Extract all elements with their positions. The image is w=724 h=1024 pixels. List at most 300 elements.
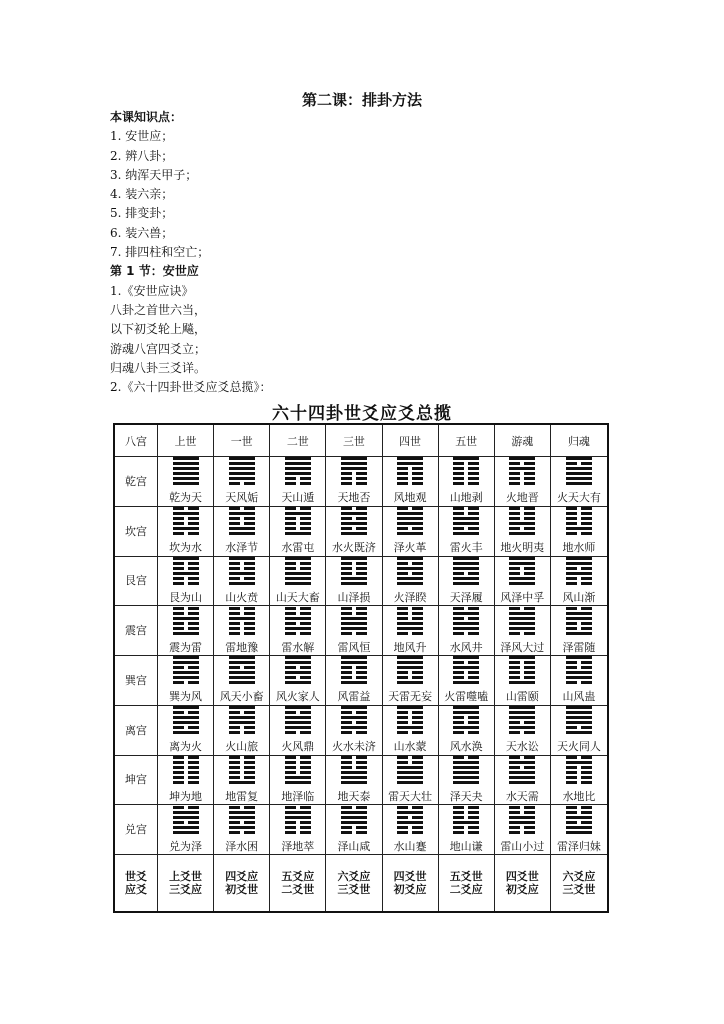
knowledge-item: 2. 辨八卦；: [110, 148, 174, 163]
line-segment: [566, 627, 577, 630]
line-segment: [341, 477, 352, 480]
line-segment: [468, 661, 479, 664]
line-segment: [341, 607, 352, 610]
hexagram-cell: [383, 656, 439, 706]
yin-line: [173, 622, 199, 625]
line-segment: [188, 562, 199, 565]
knowledge-item: 5. 排变卦；: [110, 206, 174, 221]
line-segment: [468, 467, 479, 470]
line-segment: [285, 666, 296, 669]
hexagram-icon: [453, 607, 479, 635]
yang-line: [173, 457, 199, 460]
hexagram-name: 水山蹇: [393, 839, 427, 853]
yin-line: [453, 477, 479, 480]
yang-line: [566, 671, 592, 674]
yin-line: [453, 467, 479, 470]
yang-line: [341, 467, 367, 470]
line-segment: [566, 831, 592, 834]
line-segment: [285, 632, 296, 635]
yin-line: [453, 527, 479, 530]
header-label: 二世: [286, 434, 309, 448]
yang-line: [397, 726, 423, 729]
yin-line: [509, 517, 535, 520]
yin-line: [285, 711, 311, 714]
yin-line: [173, 532, 199, 535]
line-segment: [566, 761, 592, 764]
line-segment: [229, 716, 255, 719]
yin-line: [397, 572, 423, 575]
line-segment: [397, 582, 423, 585]
line-segment: [173, 721, 199, 724]
line-segment: [173, 522, 184, 525]
line-segment: [524, 661, 535, 664]
line-segment: [509, 617, 535, 620]
line-segment: [524, 572, 535, 575]
line-segment: [453, 726, 479, 729]
yin-line: [229, 482, 255, 485]
hexagram-cell: [551, 606, 607, 656]
hexagram-cell: [495, 656, 551, 706]
hexagram-name: 火风鼎: [281, 740, 315, 754]
line-segment: [173, 816, 199, 819]
line-segment: [229, 627, 240, 630]
line-segment: [285, 517, 296, 520]
line-segment: [285, 567, 296, 570]
yin-line: [509, 482, 535, 485]
hexagram-cell: [495, 606, 551, 656]
line-segment: [468, 477, 479, 480]
yin-line: [397, 826, 423, 829]
yin-line: [341, 721, 367, 724]
yang-line: [285, 577, 311, 580]
yin-line: [453, 826, 479, 829]
line-segment: [566, 811, 577, 814]
yin-line: [397, 711, 423, 714]
yang-line: [453, 612, 479, 615]
yin-line: [173, 776, 199, 779]
text-block: [110, 108, 271, 397]
yin-line: [566, 627, 592, 630]
hexagram-cell: [551, 457, 607, 507]
yin-line: [173, 577, 199, 580]
yin-line: [453, 482, 479, 485]
line-segment: [397, 676, 408, 679]
yang-line: [173, 482, 199, 485]
line-segment: [173, 661, 199, 664]
line-segment: [188, 517, 199, 520]
hexagram-icon: [229, 457, 255, 485]
line-segment: [356, 721, 367, 724]
hexagram-cell: [439, 805, 495, 855]
hexagram-cell: [158, 606, 214, 656]
hexagram-name: 火山旅: [225, 740, 259, 754]
line-segment: [285, 731, 296, 734]
line-segment: [397, 766, 423, 769]
line-segment: [173, 731, 199, 734]
yin-line: [566, 462, 592, 465]
hexagram-icon: [509, 706, 535, 734]
hexagram-icon: [509, 507, 535, 535]
line-segment: [509, 612, 535, 615]
yang-line: [173, 671, 199, 674]
line-segment: [285, 711, 296, 714]
palace-cell: [115, 756, 158, 806]
hexagram-icon: [341, 756, 367, 784]
hexagram-icon: [453, 706, 479, 734]
line-segment: [285, 656, 311, 659]
line-segment: [341, 627, 367, 630]
hexagram-icon: [341, 706, 367, 734]
hexagram-cell: [383, 706, 439, 756]
line-segment: [566, 572, 592, 575]
hexagram-icon: [285, 507, 311, 535]
line-segment: [397, 472, 408, 475]
yin-line: [229, 726, 255, 729]
palace-cell: [115, 507, 158, 557]
hexagram-cell: [439, 507, 495, 557]
line-segment: [453, 532, 479, 535]
yang-line: [397, 512, 423, 515]
yin-line: [453, 472, 479, 475]
yang-line: [173, 572, 199, 575]
hexagram-cell: [158, 557, 214, 607]
line-segment: [468, 462, 479, 465]
hexagram-cell: [214, 507, 270, 557]
yang-line: [285, 681, 311, 684]
palace-cell: [115, 706, 158, 756]
line-segment: [453, 776, 479, 779]
yang-line: [285, 816, 311, 819]
line-segment: [397, 826, 408, 829]
yin-line: [509, 756, 535, 759]
line-segment: [509, 532, 535, 535]
line-segment: [173, 532, 184, 535]
hexagram-name: 山风蛊: [562, 690, 596, 704]
line-segment: [341, 676, 352, 679]
hexagram-cell: [383, 557, 439, 607]
line-segment: [453, 612, 479, 615]
line-segment: [341, 681, 367, 684]
line-segment: [397, 457, 423, 460]
hexagram-name: 水雷屯: [281, 541, 315, 555]
yang-line: [173, 716, 199, 719]
line-segment: [173, 607, 184, 610]
hexagram-cell: [158, 507, 214, 557]
line-segment: [173, 572, 199, 575]
yang-line: [229, 512, 255, 515]
line-segment: [341, 666, 352, 669]
yin-line: [397, 477, 423, 480]
line-segment: [581, 806, 592, 809]
yang-line: [397, 781, 423, 784]
yin-line: [229, 627, 255, 630]
hexagram-cell: [439, 557, 495, 607]
knowledge-heading: 本课知识点：: [110, 110, 183, 124]
line-segment: [509, 671, 520, 674]
line-segment: [188, 627, 199, 630]
yin-line: [285, 527, 311, 530]
yang-line: [173, 676, 199, 679]
line-segment: [356, 632, 367, 635]
yang-line: [285, 721, 311, 724]
yin-line: [397, 671, 423, 674]
yang-line: [566, 711, 592, 714]
hexagram-name: 水风井: [449, 640, 483, 654]
line-segment: [356, 711, 367, 714]
yang-line: [453, 517, 479, 520]
yin-line: [173, 711, 199, 714]
line-segment: [412, 826, 423, 829]
line-segment: [356, 676, 367, 679]
line-segment: [468, 756, 479, 759]
line-segment: [509, 661, 520, 664]
hexagram-cell: [551, 656, 607, 706]
line-segment: [244, 666, 255, 669]
yang-line: [453, 457, 479, 460]
line-segment: [509, 572, 520, 575]
yin-line: [509, 811, 535, 814]
line-segment: [581, 666, 592, 669]
line-segment: [453, 706, 479, 709]
yang-line: [285, 716, 311, 719]
line-segment: [173, 632, 199, 635]
line-segment: [285, 532, 311, 535]
line-segment: [453, 627, 479, 630]
line-segment: [509, 756, 520, 759]
line-segment: [356, 666, 367, 669]
line-segment: [356, 507, 367, 510]
line-segment: [300, 826, 311, 829]
line-segment: [285, 661, 311, 664]
yang-line: [453, 821, 479, 824]
hexagram-name: 风火家人: [275, 690, 320, 704]
hexagram-cell: [326, 606, 382, 656]
line-segment: [453, 656, 479, 659]
line-segment: [244, 806, 255, 809]
line-segment: [412, 467, 423, 470]
yang-line: [397, 532, 423, 535]
line-segment: [285, 776, 311, 779]
line-segment: [341, 522, 367, 525]
hexagram-icon: [341, 557, 367, 585]
hexagram-icon: [566, 656, 592, 684]
yin-line: [341, 766, 367, 769]
line-segment: [285, 627, 311, 630]
line-segment: [581, 532, 592, 535]
line-segment: [412, 572, 423, 575]
hexagram-icon: [566, 557, 592, 585]
yang-line: [397, 582, 423, 585]
yang-line: [509, 656, 535, 659]
line-segment: [453, 557, 479, 560]
footer-cell: [326, 855, 382, 911]
yin-line: [173, 781, 199, 784]
yin-line: [173, 666, 199, 669]
hexagram-cell: [326, 706, 382, 756]
header-cell: [439, 425, 495, 457]
yang-line: [566, 612, 592, 615]
line-segment: [468, 816, 479, 819]
line-segment: [453, 577, 479, 580]
yang-line: [285, 776, 311, 779]
yin-line: [285, 482, 311, 485]
yang-line: [566, 826, 592, 829]
yang-line: [285, 457, 311, 460]
line-segment: [397, 462, 423, 465]
yao-position: 上爻世: [169, 870, 203, 883]
line-segment: [229, 622, 240, 625]
line-segment: [453, 806, 464, 809]
line-segment: [300, 821, 311, 824]
line-segment: [300, 756, 311, 759]
footer-cell: [551, 855, 607, 911]
hexagram-name: 泽水困: [225, 839, 259, 853]
line-segment: [453, 632, 464, 635]
line-segment: [188, 821, 199, 824]
line-segment: [397, 721, 408, 724]
line-segment: [468, 607, 479, 610]
yin-line: [341, 756, 367, 759]
yin-line: [285, 522, 311, 525]
hexagram-cell: [326, 756, 382, 806]
line-segment: [581, 821, 592, 824]
line-segment: [509, 457, 535, 460]
yang-line: [173, 826, 199, 829]
hexagram-cell: [158, 756, 214, 806]
line-segment: [300, 562, 311, 565]
yin-line: [397, 816, 423, 819]
hexagram-icon: [341, 507, 367, 535]
section-heading: 第 1 节：安世应: [110, 264, 199, 279]
footer-label: 应爻: [125, 883, 147, 896]
header-cell: [270, 425, 326, 457]
line-segment: [188, 726, 199, 729]
yin-line: [453, 632, 479, 635]
line-segment: [509, 776, 535, 779]
line-segment: [453, 457, 479, 460]
yin-line: [229, 562, 255, 565]
yin-line: [453, 512, 479, 515]
line-segment: [453, 622, 479, 625]
line-segment: [188, 771, 199, 774]
yang-line: [397, 462, 423, 465]
line-segment: [188, 761, 199, 764]
line-segment: [453, 766, 479, 769]
yang-line: [566, 831, 592, 834]
yao-position: 二爻应: [449, 883, 483, 896]
line-segment: [524, 721, 535, 724]
line-segment: [509, 557, 535, 560]
line-segment: [412, 527, 423, 530]
line-segment: [244, 612, 255, 615]
line-segment: [566, 482, 592, 485]
line-segment: [468, 806, 479, 809]
hexagram-cell: [495, 557, 551, 607]
yang-line: [453, 582, 479, 585]
footer-cell: [439, 855, 495, 911]
yin-line: [285, 731, 311, 734]
line-segment: [244, 766, 255, 769]
hexagram-name: 雷地豫: [225, 640, 259, 654]
yang-line: [397, 661, 423, 664]
line-segment: [581, 781, 592, 784]
hexagram-icon: [453, 507, 479, 535]
yin-line: [341, 517, 367, 520]
yang-line: [285, 781, 311, 784]
yang-line: [566, 706, 592, 709]
line-segment: [229, 761, 240, 764]
yang-line: [453, 681, 479, 684]
hexagram-name: 水天需: [505, 789, 539, 803]
hexagram-icon: [509, 756, 535, 784]
yang-line: [397, 766, 423, 769]
yin-line: [566, 512, 592, 515]
line-segment: [581, 766, 592, 769]
header-cell: [383, 425, 439, 457]
yang-line: [173, 477, 199, 480]
line-segment: [566, 721, 592, 724]
line-segment: [188, 681, 199, 684]
line-segment: [524, 517, 535, 520]
line-segment: [509, 462, 520, 465]
line-segment: [341, 656, 367, 659]
line-segment: [468, 482, 479, 485]
line-segment: [524, 671, 535, 674]
hexagram-icon: [397, 706, 423, 734]
yin-line: [341, 671, 367, 674]
line-segment: [229, 671, 255, 674]
line-segment: [300, 666, 311, 669]
hexagram-icon: [453, 656, 479, 684]
footer-cell: [158, 855, 214, 911]
line-segment: [188, 507, 199, 510]
line-segment: [173, 612, 184, 615]
yin-line: [229, 567, 255, 570]
line-segment: [300, 676, 311, 679]
line-segment: [244, 517, 255, 520]
line-segment: [229, 766, 240, 769]
yin-line: [229, 632, 255, 635]
hexagram-name: 风地观: [393, 491, 427, 505]
line-segment: [341, 557, 367, 560]
yang-line: [341, 821, 367, 824]
hexagram-cell: [326, 557, 382, 607]
yang-line: [566, 557, 592, 560]
line-segment: [566, 562, 592, 565]
palace-label: 艮宫: [125, 574, 147, 588]
hexagram-icon: [173, 706, 199, 734]
line-segment: [468, 527, 479, 530]
line-segment: [285, 811, 311, 814]
hexagram-cell: [326, 805, 382, 855]
yang-line: [341, 656, 367, 659]
hexagram-icon: [341, 457, 367, 485]
line-segment: [285, 612, 296, 615]
line-segment: [581, 517, 592, 520]
yang-line: [509, 761, 535, 764]
line-segment: [397, 761, 408, 764]
line-segment: [285, 482, 296, 485]
yin-line: [173, 612, 199, 615]
line-segment: [341, 756, 352, 759]
header-cell: [495, 425, 551, 457]
yin-line: [397, 721, 423, 724]
yin-line: [566, 622, 592, 625]
yin-line: [453, 676, 479, 679]
yang-line: [341, 622, 367, 625]
line-segment: [229, 612, 240, 615]
line-segment: [300, 632, 311, 635]
